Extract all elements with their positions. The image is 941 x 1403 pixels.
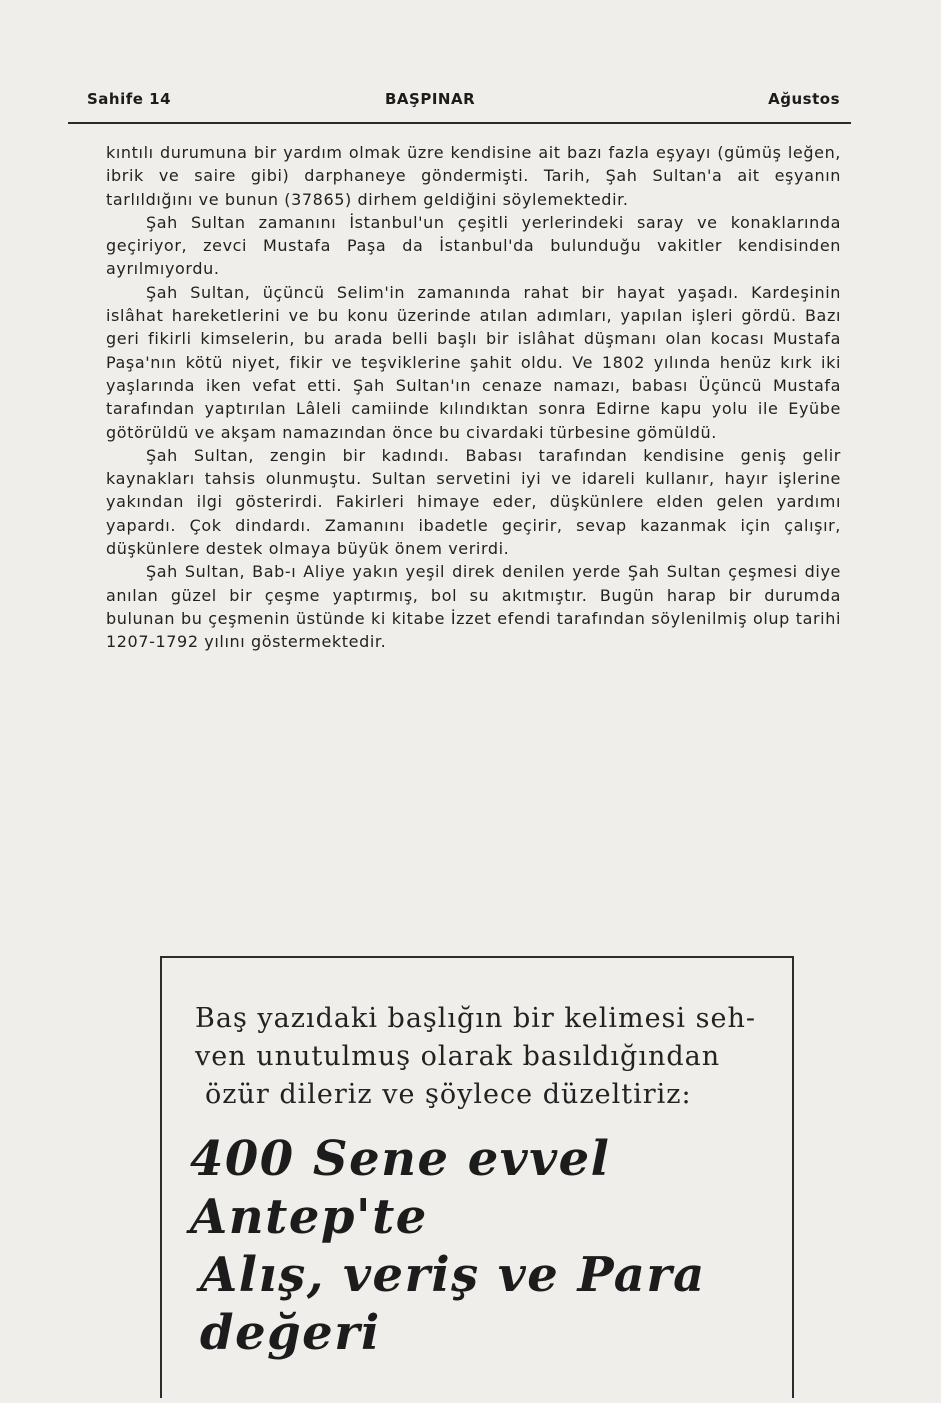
corrected-title-line-1: 400 Sene evvel Antep'te (190, 1131, 611, 1245)
page-number: Sahife 14 (87, 90, 172, 108)
corrected-title-line-2: Alış, veriş ve Para değeri (200, 1247, 706, 1361)
journal-title: BAŞPINAR (385, 90, 476, 108)
article-body (106, 141, 841, 654)
paragraph-2: Şah Sultan zamanını İstanbul'un çeşitli yerlerindeki saray ve konaklarında geçiriyor, zevci Mustafa Paşa da İstanbul'da bulunduğu vakitler kendisinden ayrılmıyordu. (106, 212, 841, 279)
notice-line-3: özür dileriz ve şöylece düzeltiriz: (205, 1079, 692, 1110)
corrected-title (190, 1130, 780, 1362)
notice-line-2: ven unutulmuş olarak basıldığından (195, 1041, 721, 1072)
issue-month: Ağustos (768, 90, 840, 108)
header-rule (68, 122, 851, 124)
paragraph-3: Şah Sultan, üçüncü Selim'in zamanında rahat bir hayat yaşadı. Kardeşinin islâhat hareketlerini ve bu konu üzerinde atılan adımları, yapılan işleri gördü. Bazı geri fikirli kimselerin, bu arada belli başlı bir islâhat düşmanı olan kocası Mustafa Paşa'nın kötü niyet, fikir ve teşviklerine şahit oldu. Ve 1802 yılında henüz kırk iki yaşlarında iken vefat etti. Şah Sultan'ın cenaze namazı, babası Üçüncü Mustafa tarafından yaptırılan Lâleli camiinde kılındıktan sonra Edirne kapu yolu ile Eyübe götörüldü ve akşam namazından önce bu civardaki türbesine gömüldü. (106, 282, 841, 442)
paragraph-4: Şah Sultan, zengin bir kadındı. Babası tarafından kendisine geniş gelir kaynakları tahsis olunmuştu. Sultan servetini iyi ve idareli kullanır, hayır işlerine yakından ilgi gösterirdi. Fakirleri himaye eder, düşkünlere elden gelen yardımı yapardı. Çok dindardı. Zamanını ibadetle geçirir, sevap kazanmak için çalışır, düşkünlere destek olmaya büyük önem verirdi. (106, 445, 841, 559)
page-header (85, 90, 840, 120)
paragraph-1: kıntılı durumuna bir yardım olmak üzre kendisine ait bazı fazla eşyayı (gümüş leğen, ibrik ve saire gibi) darphaneye göndermişti. Tarih, Şah Sultan'a ait eşyanın tarlıldığını ve bunun (37865) dirhem geldiğini söylemektedir. (106, 143, 841, 209)
notice-line-1: Baş yazıdaki başlığın bir kelimesi seh- (195, 1003, 756, 1034)
correction-notice-text (195, 1000, 775, 1114)
paragraph-5: Şah Sultan, Bab-ı Aliye yakın yeşil direk denilen yerde Şah Sultan çeşmesi diye anılan güzel bir çeşme yaptırmış, bol su akıtmıştır. Bugün harap bir durumda bulunan bu çeşmenin üstünde ki kitabe İzzet efendi tarafından söylenilmiş olup tarihi 1207-1792 yılını göstermektedir. (106, 562, 841, 652)
